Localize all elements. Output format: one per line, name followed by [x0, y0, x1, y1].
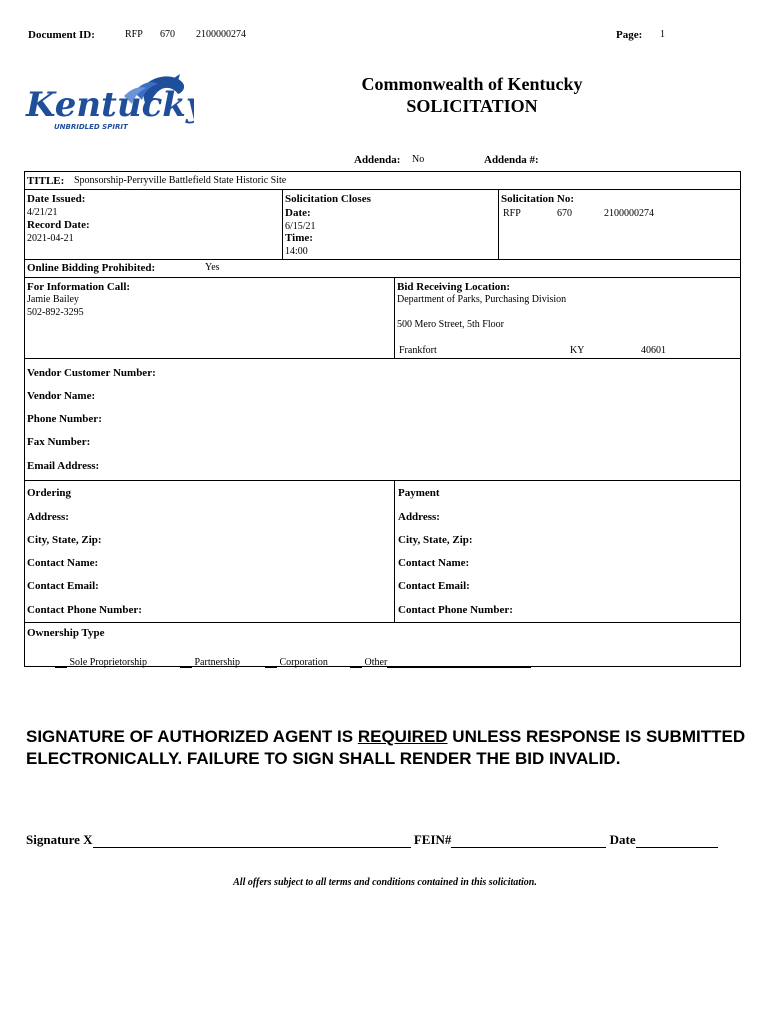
document-number-value: 2100000274	[196, 29, 246, 40]
divider	[394, 480, 395, 622]
contact-name-value: Jamie Bailey	[27, 294, 79, 305]
bid-location-zip: 40601	[641, 345, 666, 356]
payment-city-label: City, State, Zip:	[398, 534, 473, 546]
payment-contact-name-label: Contact Name:	[398, 557, 470, 569]
document-title: SOLICITATION	[406, 96, 538, 116]
ownership-option-sole[interactable]: Sole Proprietorship	[55, 654, 147, 668]
vendor-customer-number-label: Vendor Customer Number:	[27, 367, 156, 379]
logo-tagline: UNBRIDLED SPIRIT	[54, 123, 128, 131]
footer-note: All offers subject to all terms and conditions contained in this solicitation.	[233, 877, 537, 888]
divider	[24, 189, 741, 190]
info-call-label: For Information Call:	[27, 281, 131, 293]
document-type-value: RFP	[125, 29, 143, 40]
divider	[24, 358, 741, 359]
page-number: 1	[660, 29, 665, 40]
ordering-contact-email-label: Contact Email:	[27, 580, 99, 592]
logo-wordmark: Kentucky	[26, 85, 194, 125]
signature-label: Signature X	[26, 832, 93, 847]
payment-contact-phone-label: Contact Phone Number:	[398, 604, 513, 616]
solicitation-form	[24, 171, 741, 667]
vendor-phone-label: Phone Number:	[27, 413, 102, 425]
ordering-contact-phone-label: Contact Phone Number:	[27, 604, 142, 616]
ownership-option-corporation[interactable]: Corporation	[265, 654, 328, 668]
bid-location-label: Bid Receiving Location:	[397, 281, 511, 293]
signature-warning: SIGNATURE OF AUTHORIZED AGENT IS REQUIRED UNLESS RESPONSE IS SUBMITTED ELECTRONICALLY. FAILURE TO SIGN SHALL RENDER THE BID INVALID.	[26, 727, 746, 768]
fein-field[interactable]	[451, 834, 606, 848]
ordering-heading: Ordering	[27, 487, 71, 499]
date-issued-label: Date Issued:	[27, 193, 86, 205]
signature-field[interactable]	[93, 834, 411, 848]
page-label: Page:	[616, 29, 643, 41]
ownership-option-partnership[interactable]: Partnership	[180, 654, 240, 668]
payment-contact-email-label: Contact Email:	[398, 580, 470, 592]
signature-row	[26, 832, 750, 848]
document-dept-value: 670	[160, 29, 175, 40]
record-date-value: 2021-04-21	[27, 233, 74, 244]
addenda-label: Addenda:	[354, 154, 401, 166]
solicitation-no-label: Solicitation No:	[501, 193, 575, 205]
org-title: Commonwealth of Kentucky	[361, 74, 583, 94]
kentucky-logo	[24, 72, 194, 134]
vendor-email-label: Email Address:	[27, 460, 100, 472]
ordering-city-label: City, State, Zip:	[27, 534, 102, 546]
ownership-type-label: Ownership Type	[27, 627, 105, 639]
fein-label: FEIN#	[413, 832, 452, 847]
divider	[498, 189, 499, 259]
closes-time-value: 14:00	[285, 246, 308, 257]
date-label: Date	[609, 832, 636, 847]
bid-location-dept: Department of Parks, Purchasing Division	[397, 294, 567, 305]
record-date-label: Record Date:	[27, 219, 90, 231]
closes-time-label: Time:	[285, 232, 313, 244]
online-bidding-value: Yes	[205, 262, 220, 273]
closes-date-label: Date:	[285, 207, 311, 219]
date-field[interactable]	[636, 834, 718, 848]
addenda-value: No	[412, 154, 425, 165]
payment-heading: Payment	[398, 487, 440, 499]
divider	[24, 277, 741, 278]
title-value: Sponsorship-Perryville Battlefield State Historic Site	[74, 175, 287, 186]
solicitation-dept-value: 670	[557, 208, 572, 219]
vendor-fax-label: Fax Number:	[27, 436, 91, 448]
bid-location-street: 500 Mero Street, 5th Floor	[397, 319, 504, 330]
bid-location-city: Frankfort	[399, 345, 437, 356]
closes-date-value: 6/15/21	[285, 221, 316, 232]
ordering-contact-name-label: Contact Name:	[27, 557, 99, 569]
vendor-name-label: Vendor Name:	[27, 390, 96, 402]
horse-icon	[24, 72, 194, 134]
date-issued-value: 4/21/21	[27, 207, 58, 218]
solicitation-type-value: RFP	[503, 208, 521, 219]
ordering-address-label: Address:	[27, 511, 69, 523]
divider	[394, 277, 395, 358]
document-id-label: Document ID:	[28, 29, 95, 41]
payment-address-label: Address:	[398, 511, 440, 523]
title-label: TITLE:	[27, 175, 65, 187]
divider	[24, 480, 741, 481]
divider	[282, 189, 283, 259]
addenda-number-label: Addenda #:	[484, 154, 539, 166]
ownership-option-other[interactable]: Other	[350, 654, 531, 668]
divider	[24, 259, 741, 260]
online-bidding-label: Online Bidding Prohibited:	[27, 262, 156, 274]
solicitation-number-value: 2100000274	[604, 208, 654, 219]
bid-location-state: KY	[570, 345, 585, 356]
contact-phone-value: 502-892-3295	[27, 307, 84, 318]
solicitation-closes-label: Solicitation Closes	[285, 193, 371, 205]
divider	[24, 622, 741, 623]
